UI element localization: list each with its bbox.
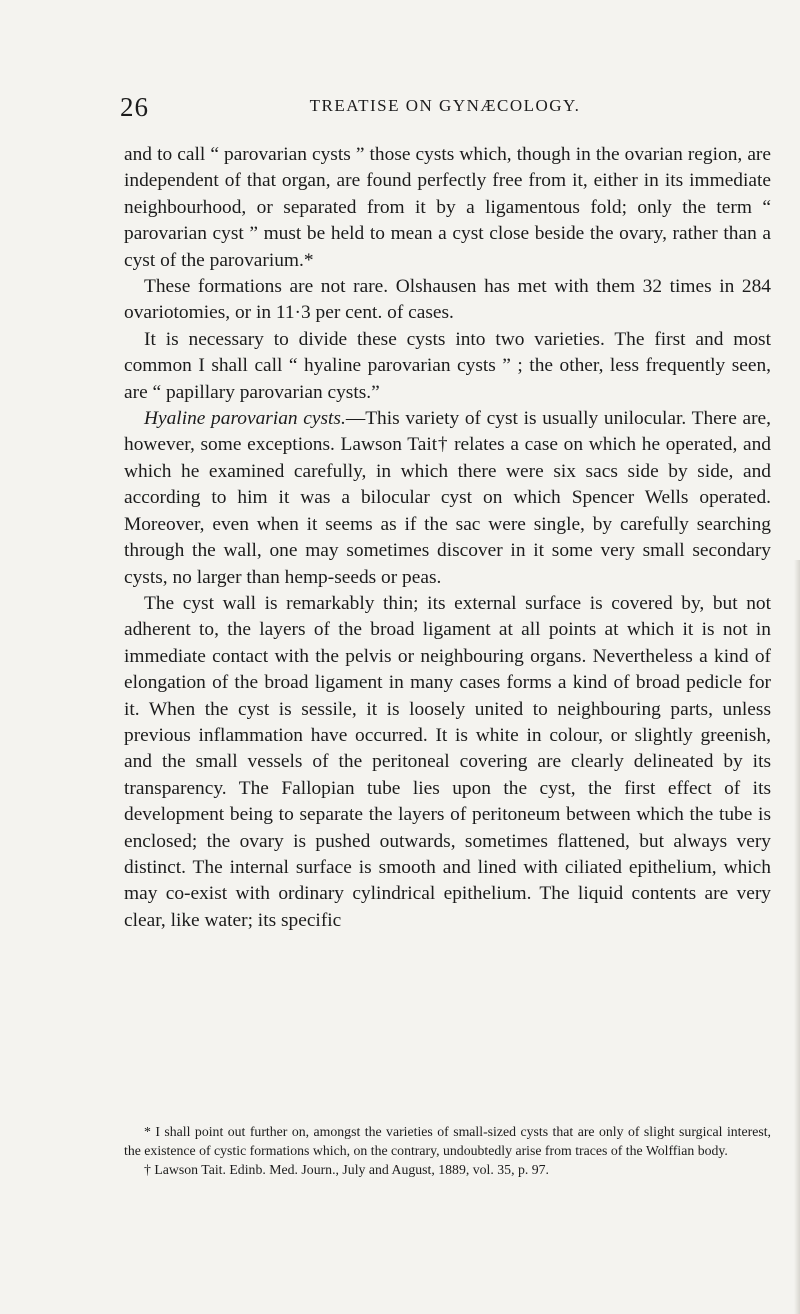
footnotes <box>124 1122 771 1179</box>
paragraph <box>124 406 771 591</box>
footnote: † Lawson Tait. Edinb. Med. Journ., July and August, 1889, vol. 35, p. 97. <box>144 1162 550 1177</box>
paragraph: It is necessary to divide these cysts into two varieties. The first and most common I shall call “ hyaline parovarian cysts ” ; the other, less frequently seen, are “ papillary parovarian cysts.” <box>124 328 771 403</box>
paragraph: and to call “ parovarian cysts ” those cysts which, though in the ovarian region, are independent of that organ, are found perfectly free from it, either in its immediate neighbourhood, or separated from it by a ligamentous fold; only the term “ parovarian cyst ” must be held to mean a cyst close beside the ovary, rather than a cyst of the parovarium.* <box>124 144 771 271</box>
running-title: TREATISE ON GYNÆCOLOGY. <box>309 96 581 115</box>
page-number: 26 <box>120 92 149 122</box>
running-head <box>120 92 770 122</box>
paragraph: These formations are not rare. Olshausen has met with them 32 times in 284 ovariotomies, or in 11·3 per cent. of cases. <box>124 276 771 324</box>
body-text <box>124 142 771 934</box>
section-heading-italic: Hyaline parovarian cysts. <box>144 408 346 430</box>
paragraph-text: —This variety of cyst is usually unilocular. There are, however, some exceptions. Lawson Tait† relates a case on which he operated, and which he examined carefully, in which there were six sacs side by side, and according to him it was a bilocular cyst on which Spencer Wells operated. Moreover, even when it seems as if the sac were single, by carefully searching through the wall, one may sometimes discover in it some very small secondary cysts, no larger than hemp-seeds or peas. <box>124 408 771 588</box>
paragraph: The cyst wall is remarkably thin; its external surface is covered by, but not adherent to, the layers of the broad ligament at all points at which it is not in immediate contact with the pelvis or neighbouring organs. Nevertheless a kind of elongation of the broad ligament in many cases forms a kind of broad pedicle for it. When the cyst is sessile, it is loosely united to neighbouring parts, unless previous inflammation have occurred. It is white in colour, or slightly greenish, and the small vessels of the peritoneal covering are clearly delineated by its transparency. The Fallopian tube lies upon the cyst, the first effect of its development being to separate the layers of peritoneum between which the tube is enclosed; the ovary is pushed outwards, sometimes flattened, but always very distinct. The internal surface is smooth and lined with ciliated epithelium, which may co-exist with ordinary cylindrical epithelium. The liquid contents are very clear, like water; its specific <box>124 592 771 931</box>
footnote: * I shall point out further on, amongst the varieties of small-sized cysts that are only of slight surgical interest, the existence of cystic formations which, on the contrary, undoubtedly arise from traces of the Wolffian body. <box>124 1124 771 1158</box>
page-edge-shadow <box>794 560 800 1314</box>
